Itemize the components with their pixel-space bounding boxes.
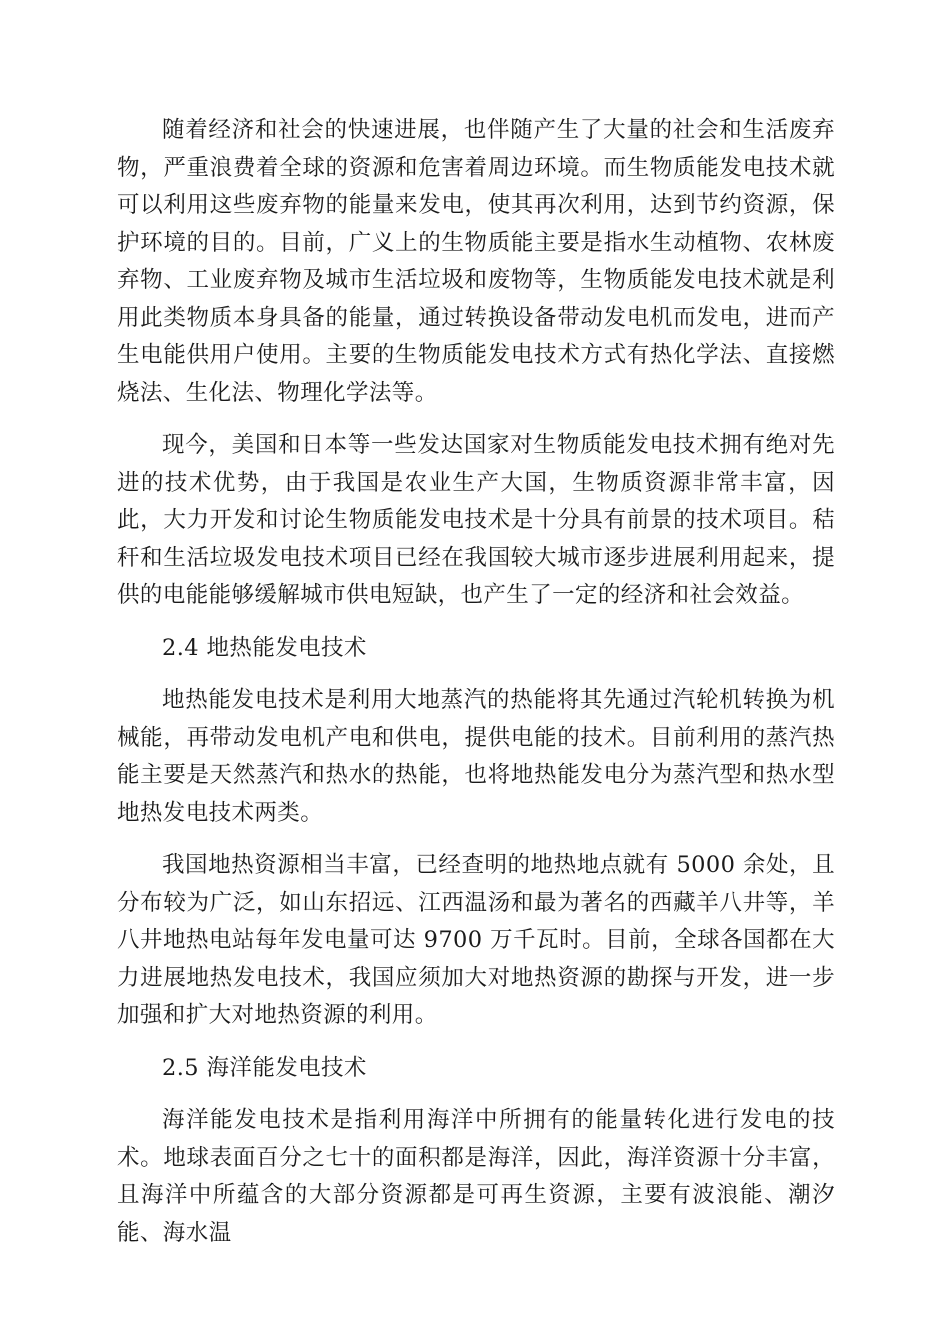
paragraph-biomass-intro: 随着经济和社会的快速进展，也伴随产生了大量的社会和生活废弃物，严重浪费着全球的资源和危害着周边环境。而生物质能发电技术就可以利用这些废弃物的能量来发电，使其再次利用，达到节约资源，保护环境的目的。目前，广义上的生物质能主要是指水生动植物、农林废弃物、工业废弃物及城市生活垃圾和废物等，生物质能发电技术就是利用此类物质本身具备的能量，通过转换设备带动发电机而发电，进而产生电能供用户使用。主要的生物质能发电技术方式有热化学法、直接燃烧法、生化法、物理化学法等。 [117, 117, 835, 406]
document-body [117, 112, 835, 1267]
section-heading-ocean: 2.5 海洋能发电技术 [162, 1054, 367, 1081]
paragraph-ocean-intro: 海洋能发电技术是指利用海洋中所拥有的能量转化进行发电的技术。地球表面百分之七十的面积都是海洋，因此，海洋资源十分丰富，且海洋中所蕴含的大部分资源都是可再生资源，主要有波浪能、潮汐能、海水温 [117, 1107, 835, 1246]
paragraph-geothermal-resources: 我国地热资源相当丰富，已经查明的地热地点就有 5000 余处，且分布较为广泛，如山东招远、江西温汤和最为著名的西藏羊八井等，羊八井地热电站每年发电量可达 9700 万千瓦时。目前，全球各国都在大力进展地热发电技术，我国应须加大对地热资源的勘探与开发，进一步加强和扩大对地热资源的利用。 [117, 852, 835, 1028]
paragraph-biomass-status: 现今，美国和日本等一些发达国家对生物质能发电技术拥有绝对先进的技术优势，由于我国是农业生产大国，生物质资源非常丰富，因此，大力开发和讨论生物质能发电技术是十分具有前景的技术项目。秸秆和生活垃圾发电技术项目已经在我国较大城市逐步进展利用起来，提供的电能能够缓解城市供电短缺，也产生了一定的经济和社会效益。 [117, 432, 835, 608]
paragraph-geothermal-intro: 地热能发电技术是利用大地蒸汽的热能将其先通过汽轮机转换为机械能，再带动发电机产电和供电，提供电能的技术。目前利用的蒸汽热能主要是天然蒸汽和热水的热能，也将地热能发电分为蒸汽型和热水型地热发电技术两类。 [117, 687, 835, 826]
section-heading-geothermal: 2.4 地热能发电技术 [162, 634, 367, 661]
